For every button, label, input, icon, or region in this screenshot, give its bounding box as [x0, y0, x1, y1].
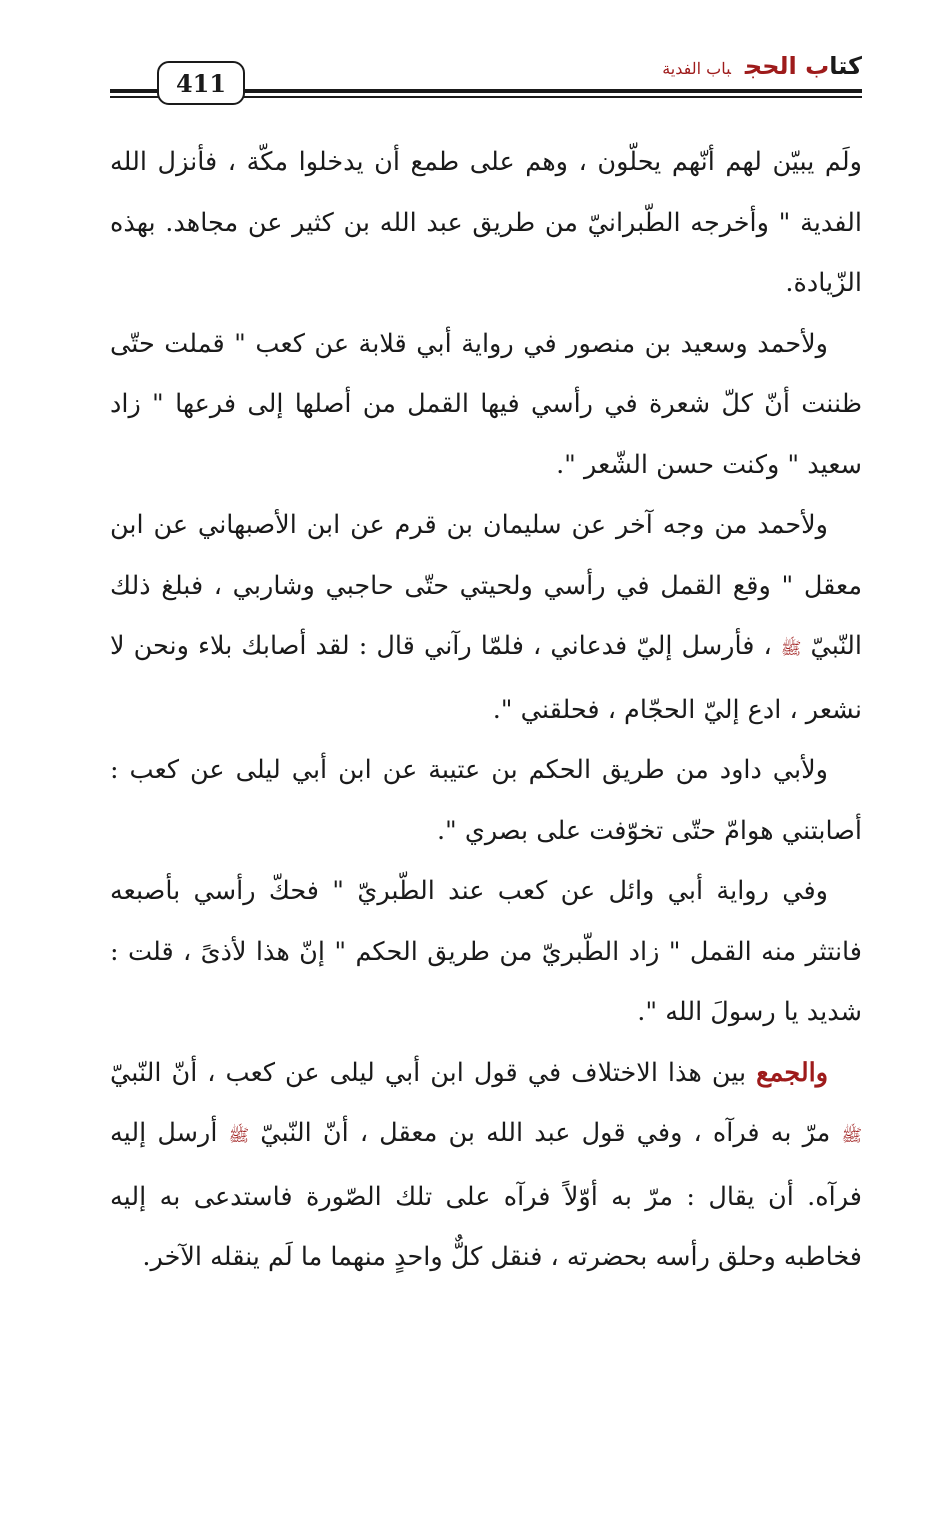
- body-text: [110, 132, 862, 1288]
- paragraph-1: ولَم يبيّن لهم أنّهم يحلّون ، وهم على طمع أن يدخلوا مكّة ، فأنزل الله الفدية " وأخرجه الطّبرانيّ من طريق عبد الله بن كثير عن مجاهد. بهذه الزّيادة.: [110, 147, 862, 298]
- honorific-glyph: ﷺ: [228, 1126, 250, 1146]
- book-title-accent: ب الحج: [744, 52, 830, 80]
- paragraph-6-part-1: بين هذا الاختلاف في قول ابن أبي ليلى عن كعب ، أنّ النّبيّ: [110, 1057, 747, 1088]
- paragraph-5: وفي رواية أبي وائل عن كعب عند الطّبريّ " فحكّ رأسي بأصبعه فانتثر منه القمل " زاد الطّبريّ من طريق الحكم " إنّ هذا لأذىً ، قلت : شديد يا رسولَ الله ".: [110, 876, 862, 1027]
- chapter-title: باب الفدية: [662, 59, 731, 78]
- page-number: 411: [157, 61, 245, 105]
- paragraph-3: [110, 495, 862, 740]
- paragraph-6-part-2: مرّ به فرآه ، وفي قول عبد الله بن معقل ، أنّ النّبيّ: [260, 1118, 831, 1148]
- honorific-glyph: ﷺ: [780, 639, 802, 659]
- paragraph-6-part-3: أرسل إليه فرآه. أن يقال : مرّ به أوّلاً فرآه على تلك الصّورة فاستدعى به إليه فخاطبه وحلق رأسه بحضرته ، فنقل كلٌّ واحدٍ منهما ما لَم ينقله الآخر.: [110, 1118, 862, 1272]
- paragraph-6: [110, 1043, 862, 1288]
- paragraph-3-part-1: ولأحمد من وجه آخر عن سليمان بن قرم عن ابن الأصبهاني عن ابن معقل " وقع القمل في رأسي ولحيتي حتّى حاجبي وشاربي ، فبلغ ذلك النّبيّ: [110, 510, 863, 661]
- paragraph-3-part-2: ، فأرسل إليّ فدعاني ، فلمّا رآني قال : لقد أصابك بلاء ونحن لا نشعر ، ادع إليّ الحجّام ، فحلقني ".: [110, 631, 862, 725]
- book-title-main: كتا: [829, 52, 862, 80]
- header-titles: [662, 52, 862, 80]
- paragraph-2: ولأحمد وسعيد بن منصور في رواية أبي قلابة عن كعب " قملت حتّى ظننت أنّ كلّ شعرة في رأسي فيها القمل من أصلها إلى فرعها " زاد سعيد " وكنت حسن الشّعر ".: [110, 328, 862, 480]
- book-title: [745, 52, 862, 80]
- paragraph-4: ولأبي داود من طريق الحكم بن عتيبة عن ابن أبي ليلى عن كعب : أصابتني هوامّ حتّى تخوّفت على بصري ".: [110, 755, 862, 846]
- keyword-aljam: والجمع: [756, 1057, 829, 1088]
- page-header: [110, 50, 862, 110]
- honorific-glyph: ﷺ: [841, 1126, 863, 1146]
